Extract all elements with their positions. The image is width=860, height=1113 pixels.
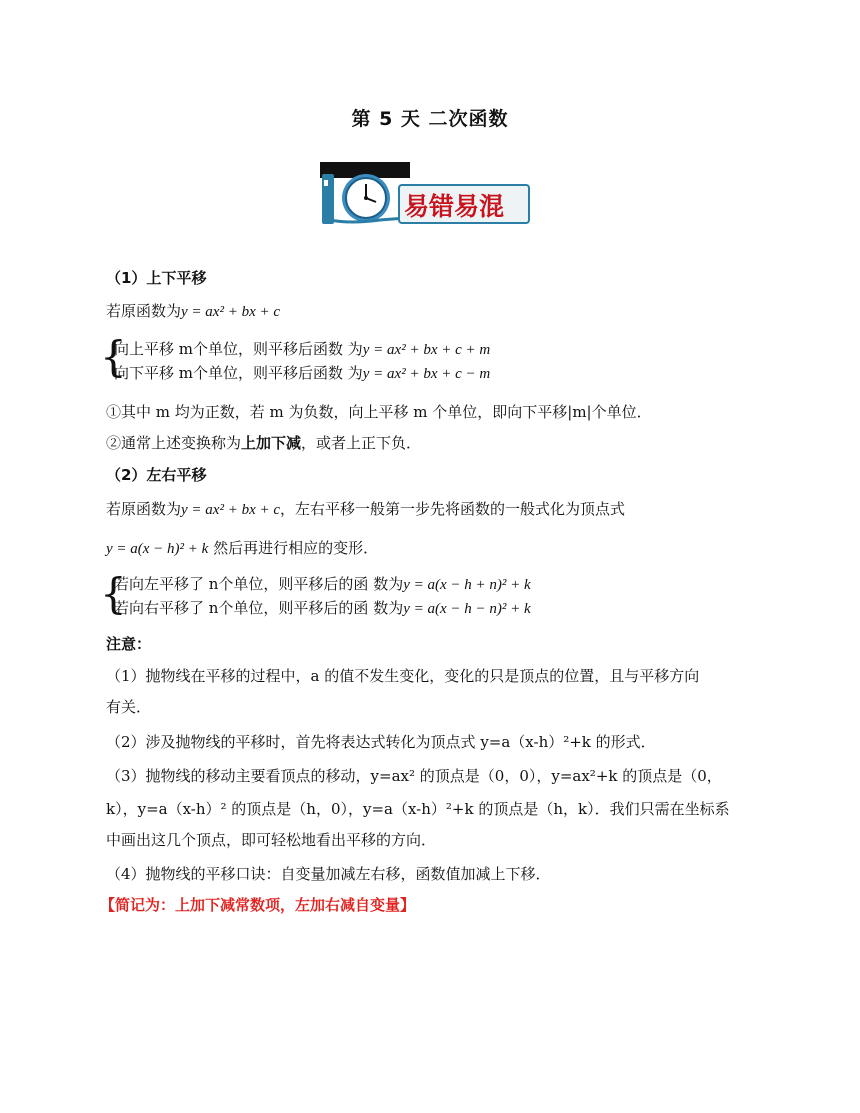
- case-right: 若向右平移了 n个单位，则平移后的函 数为y = a(x − h − n)² + k: [114, 599, 531, 617]
- case-down: 向下平移 m个单位，则平移后函数 为y = ax² + bx + c − m: [114, 364, 491, 382]
- notes-heading: 注意：: [106, 635, 152, 653]
- section1-heading: （1）上下平移: [106, 269, 207, 287]
- case-up: 向上平移 m个单位，则平移后函数 为y = ax² + bx + c + m: [114, 340, 491, 358]
- case-left: 若向左平移了 n个单位，则平移后的函 数为y = a(x − h + n)² + k: [114, 575, 531, 593]
- notes-item-3-line-1: （3）抛物线的移动主要看顶点的移动，y=ax² 的顶点是（0，0），y=ax²+k 的顶点是（0，: [106, 767, 722, 785]
- summary: 【简记为：上加下减常数项，左加右减自变量】: [100, 896, 416, 914]
- note-2: ②通常上述变换称为上加下减，或者上正下负．: [106, 434, 422, 452]
- notes-item-3-line-3: 中画出这几个顶点，即可轻松地看出平移的方向．: [106, 831, 437, 849]
- clock-icon: [320, 160, 410, 228]
- banner: [320, 160, 530, 228]
- section2-intro: 若原函数为y = ax² + bx + c，左右平移一般第一步先将函数的一般式化为顶点式: [106, 500, 626, 518]
- section1-intro: 若原函数为y = ax² + bx + c: [106, 302, 281, 320]
- brace: {: [100, 569, 127, 618]
- brace: {: [100, 332, 127, 381]
- page-title: 第 5 天 二次函数: [351, 108, 509, 130]
- banner-label: 易错易混: [404, 192, 505, 221]
- notes-item-4: （4）抛物线的平移口诀：自变量加减左右移，函数值加减上下移．: [106, 865, 551, 883]
- note-1: ①其中 m 均为正数，若 m 为负数，向上平移 m 个单位，即向下平移|m|个单位．: [106, 403, 652, 421]
- notes-item-1-line-1: （1）抛物线在平移的过程中，a 的值不发生变化，变化的只是顶点的位置，且与平移方向: [106, 667, 700, 685]
- section2-heading: （2）左右平移: [106, 466, 207, 484]
- vertex-form: y = a(x − h)² + k 然后再进行相应的变形．: [106, 539, 379, 557]
- notes-item-2: （2）涉及抛物线的平移时，首先将表达式转化为顶点式 y=a（x-h）²+k 的形式．: [106, 733, 656, 751]
- notes-item-1-line-2: 有关．: [106, 698, 152, 716]
- notes-item-3-line-2: k），y=a（x-h）² 的顶点是（h，0），y=a（x-h）²+k 的顶点是（h，k）．我们只需在坐标系: [106, 800, 730, 818]
